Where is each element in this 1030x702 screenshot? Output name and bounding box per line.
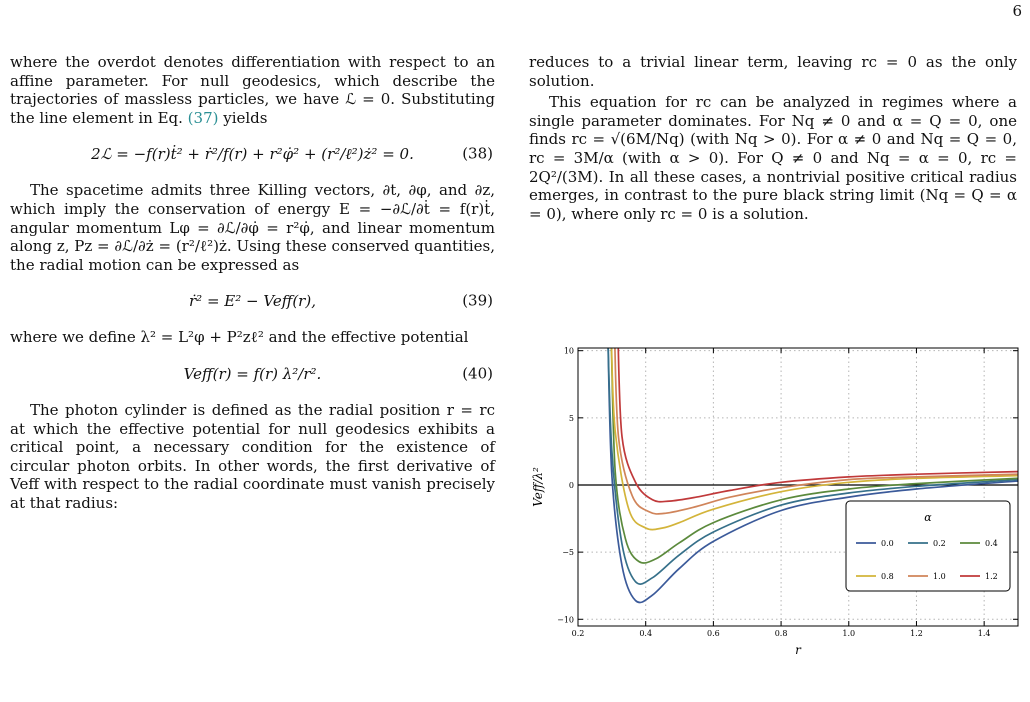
y-tick-label: −5 bbox=[562, 548, 574, 558]
paragraph: The photon cylinder is defined as the radial position r = rc at which the effective potential for null geodesics exhibits a critical point, a necessary condition for the existence of circular photon orbits. In other words, the first derivative of Veff with respect to the radial coordinate must vanish precisely at that radius: bbox=[10, 400, 495, 512]
x-tick-label: 0.2 bbox=[571, 629, 585, 638]
y-tick-label: 5 bbox=[568, 413, 574, 423]
series-line bbox=[615, 340, 1018, 514]
x-tick-label: 0.6 bbox=[707, 629, 720, 638]
equation-text: Veff(r) = f(r) λ²/r². bbox=[183, 364, 322, 383]
y-tick-label: −10 bbox=[557, 615, 574, 625]
paragraph: where we define λ² = L²φ + P²zℓ² and the effective potential bbox=[10, 328, 469, 347]
paragraph-text: where the overdot denotes differentiation with respect to an affine parameter. For null geodesics, which describe the trajectories of massless particles, we have ℒ = 0. Substituting the line element in Eq. bbox=[10, 53, 495, 127]
paragraph: reduces to a trivial linear term, leaving rc = 0 as the only solution. bbox=[529, 53, 1017, 90]
equation-text: 2ℒ = −f(r)ṫ² + ṙ²/f(r) + r²φ̇² + (r²/ℓ²)ż² = 0. bbox=[91, 145, 414, 164]
legend-label: 1.2 bbox=[985, 572, 998, 581]
equation-reference-link[interactable]: (37) bbox=[187, 108, 219, 127]
left-column bbox=[10, 53, 495, 513]
x-tick-label: 1.0 bbox=[842, 629, 856, 638]
right-column bbox=[529, 53, 1017, 223]
x-axis-label: r bbox=[795, 643, 801, 657]
equation-40 bbox=[10, 359, 495, 389]
effective-potential-chart bbox=[526, 340, 1022, 660]
x-tick-label: 0.8 bbox=[774, 629, 788, 638]
equation-38 bbox=[10, 139, 495, 169]
legend-label: 0.0 bbox=[881, 539, 894, 548]
x-tick-label: 0.4 bbox=[639, 629, 653, 638]
equation-number: (39) bbox=[462, 292, 493, 311]
paragraph: The spacetime admits three Killing vectors, ∂t, ∂φ, and ∂z, which imply the conservation of energy E = −∂ℒ/∂ṫ = f(r)ṫ, angular momentum Lφ = ∂ℒ/∂φ̇ = r²φ̇, and linear momentum along z, Pz = ∂ℒ/∂ż = (r²/ℓ²)ż. Using these conserved quantities, the radial motion can be expressed as bbox=[10, 181, 495, 274]
legend-label: 0.4 bbox=[985, 539, 998, 548]
equation-number: (40) bbox=[462, 364, 493, 383]
equation-number: (38) bbox=[462, 145, 493, 164]
equation-39 bbox=[10, 286, 495, 316]
chart-svg bbox=[526, 340, 1022, 660]
legend-label: 1.0 bbox=[933, 572, 946, 581]
paragraph: This equation for rc can be analyzed in regimes where a single parameter dominates. For Nq ≠ 0 and α = Q = 0, one finds rc = √(6M/Nq) (with Nq > 0). For α ≠ 0 and Nq = Q = 0, rc = 3M/α (with α > 0). For Q ≠ 0 and Nq = α = 0, rc = 2Q²/(3M). In all these cases, a nontrivial positive critical radius emerges, in contrast to the pure black string limit (Nq = Q = α = 0), where only rc = 0 is a solution. bbox=[529, 93, 1017, 223]
paragraph-text: yields bbox=[218, 108, 268, 127]
page-number: 6 bbox=[1012, 2, 1022, 20]
y-tick-label: 0 bbox=[568, 480, 574, 490]
paragraph bbox=[10, 53, 495, 127]
legend-label: 0.2 bbox=[933, 539, 946, 548]
x-tick-label: 1.4 bbox=[977, 629, 991, 638]
legend-title: α bbox=[924, 511, 932, 524]
y-tick-label: 10 bbox=[563, 346, 574, 356]
legend-label: 0.8 bbox=[881, 572, 894, 581]
equation-text: ṙ² = E² − Veff(r), bbox=[189, 292, 316, 311]
y-axis-label: Veff/λ² bbox=[531, 467, 545, 507]
x-tick-label: 1.2 bbox=[910, 629, 923, 638]
